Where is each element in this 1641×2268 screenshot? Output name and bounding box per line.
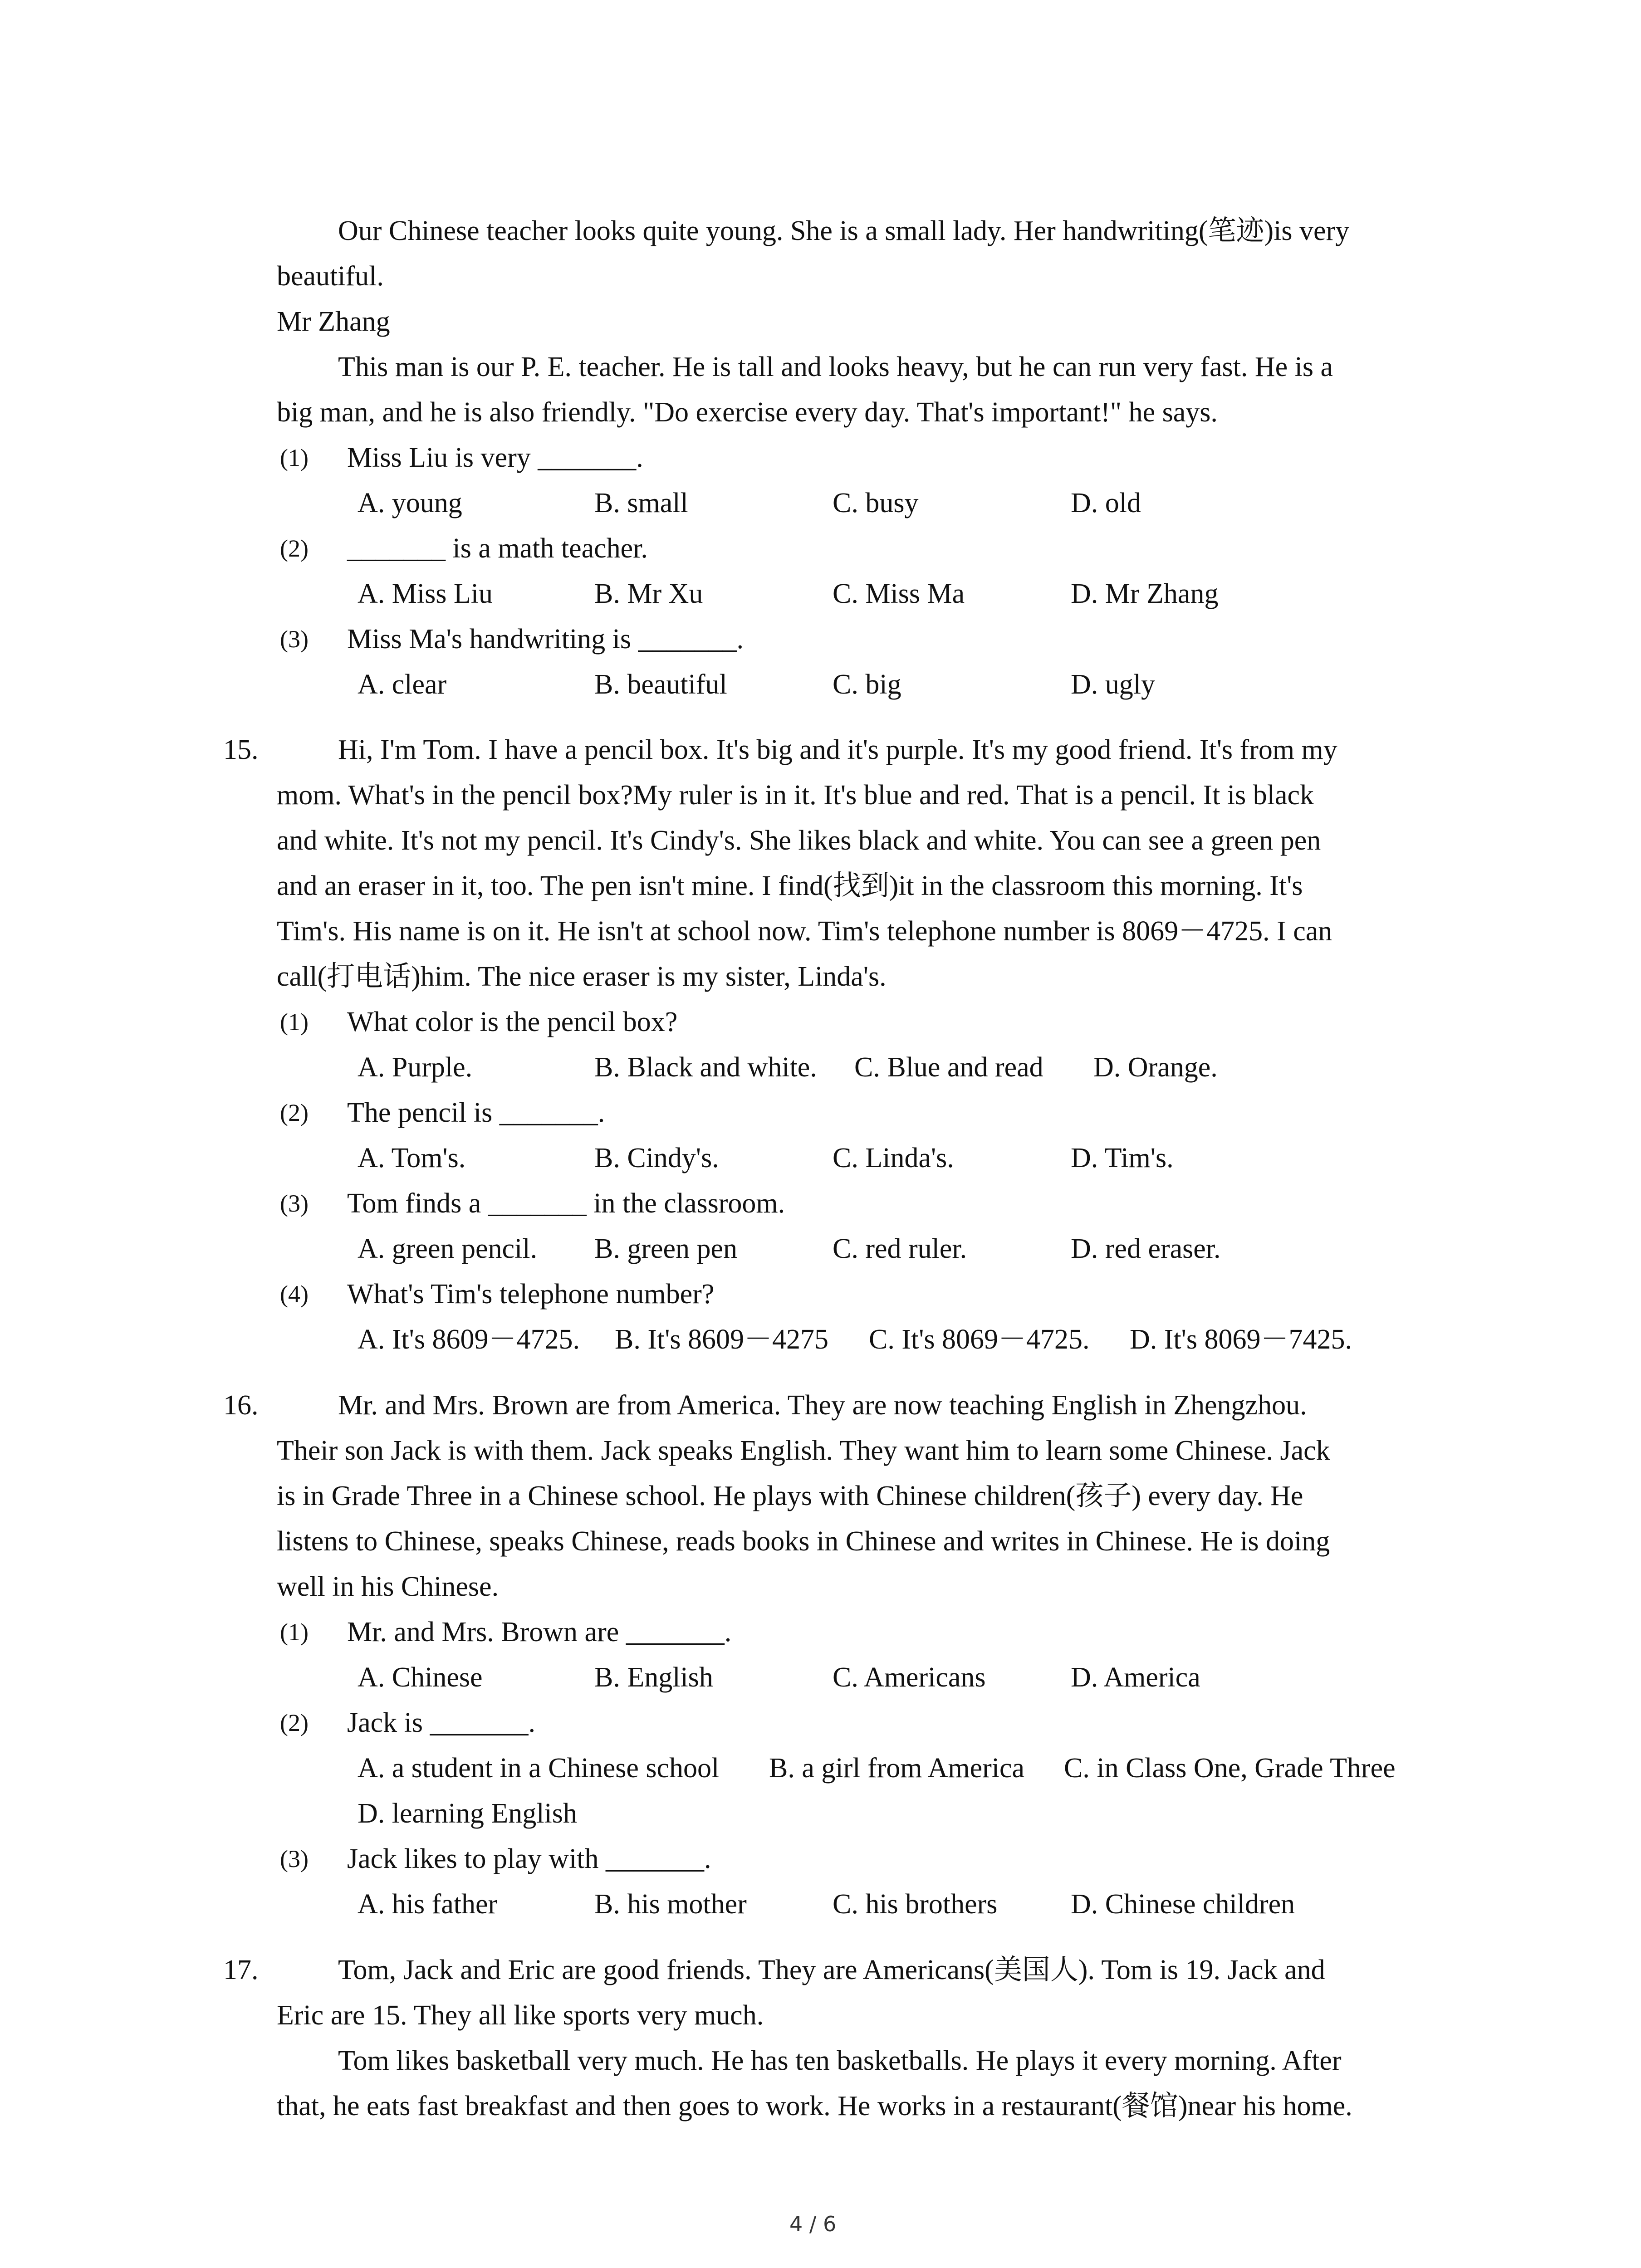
passage-line: that, he eats fast breakfast and then goes to work. He works in a restaurant(餐馆)near his home. [277,2091,1352,2121]
option-b[interactable]: B. green pen [594,1233,738,1264]
passage-line: call(打电话)him. The nice eraser is my sister, Linda's. [277,961,887,992]
option-c[interactable]: C. Blue and read [854,1052,1043,1083]
option-c[interactable]: C. Americans [833,1662,986,1693]
option-c[interactable]: C. Miss Ma [833,578,965,609]
option-a[interactable]: A. Chinese [358,1662,483,1693]
sub-question-number: (2) [280,535,309,562]
option-a[interactable]: A. It's 8609－4725. [358,1324,580,1355]
passage-line: and white. It's not my pencil. It's Cindy's. She likes black and white. You can see a green pen [277,825,1321,856]
question-stem: Mr. and Mrs. Brown are _______. [347,1617,732,1647]
option-b[interactable]: B. It's 8609－4275 [615,1324,829,1355]
option-a[interactable]: A. Tom's. [358,1143,466,1173]
question-number: 17. [223,1955,259,1985]
option-b[interactable]: B. his mother [594,1889,747,1920]
option-c[interactable]: C. busy [833,488,919,518]
option-c[interactable]: C. in Class One, Grade Three [1064,1753,1396,1784]
sub-question-number: (3) [280,626,309,653]
passage-line: Our Chinese teacher looks quite young. She is a small lady. Her handwriting(笔迹)is very [338,215,1350,246]
passage-line: Hi, I'm Tom. I have a pencil box. It's big and it's purple. It's my good friend. It's from my [338,734,1337,765]
option-c[interactable]: C. It's 8069－4725. [869,1324,1090,1355]
option-b[interactable]: B. small [594,488,688,518]
option-c[interactable]: C. big [833,669,901,700]
option-b[interactable]: B. Black and white. [594,1052,817,1083]
question-stem: Jack is _______. [347,1707,536,1738]
option-c[interactable]: C. red ruler. [833,1233,967,1264]
passage-line: Tim's. His name is on it. He isn't at school now. Tim's telephone number is 8069－4725. I can [277,916,1332,947]
passage-line: big man, and he is also friendly. "Do exercise every day. That's important!" he says. [277,397,1218,428]
option-a[interactable]: A. a student in a Chinese school [358,1753,720,1784]
sub-question-number: (4) [280,1281,309,1308]
passage-line: is in Grade Three in a Chinese school. He plays with Chinese children(孩子) every day. He [277,1481,1303,1511]
option-a[interactable]: A. clear [358,669,447,700]
option-a[interactable]: A. young [358,488,462,518]
passage-line: Eric are 15. They all like sports very much. [277,2000,764,2031]
passage-line: listens to Chinese, speaks Chinese, reads books in Chinese and writes in Chinese. He is doing [277,1526,1330,1557]
option-c[interactable]: C. his brothers [833,1889,998,1920]
passage-line: This man is our P. E. teacher. He is tall and looks heavy, but he can run very fast. He is a [338,352,1333,382]
option-a[interactable]: A. Miss Liu [358,578,493,609]
option-b[interactable]: B. a girl from America [769,1753,1024,1784]
passage-line: beautiful. [277,261,384,292]
option-d[interactable]: D. America [1071,1662,1200,1693]
question-stem: Tom finds a _______ in the classroom. [347,1188,785,1219]
passage-line: Their son Jack is with them. Jack speaks English. They want him to learn some Chinese. Jack [277,1435,1330,1466]
page-number: 4 / 6 [789,2212,837,2236]
passage-line: Tom, Jack and Eric are good friends. They are Americans(美国人). Tom is 19. Jack and [338,1955,1325,1985]
passage-line: well in his Chinese. [277,1571,499,1602]
question-stem: What color is the pencil box? [347,1007,678,1037]
passage-heading: Mr Zhang [277,306,390,337]
sub-question-number: (2) [280,1099,309,1126]
sub-question-number: (1) [280,1008,309,1036]
option-d[interactable]: D. old [1071,488,1141,518]
option-d[interactable]: D. Mr Zhang [1071,578,1219,609]
sub-question-number: (3) [280,1845,309,1872]
question-stem: Jack likes to play with _______. [347,1843,711,1874]
option-b[interactable]: B. beautiful [594,669,727,700]
option-b[interactable]: B. English [594,1662,713,1693]
option-a[interactable]: A. his father [358,1889,498,1920]
passage-line: Mr. and Mrs. Brown are from America. They are now teaching English in Zhengzhou. [338,1390,1307,1421]
passage-line: mom. What's in the pencil box?My ruler is in it. It's blue and red. That is a pencil. It is black [277,780,1314,811]
sub-question-number: (1) [280,444,309,471]
option-a[interactable]: A. Purple. [358,1052,473,1083]
question-stem: The pencil is _______. [347,1097,605,1128]
option-b[interactable]: B. Cindy's. [594,1143,719,1173]
option-b[interactable]: B. Mr Xu [594,578,703,609]
question-stem: Miss Liu is very _______. [347,442,643,473]
sub-question-number: (3) [280,1190,309,1217]
question-number: 16. [223,1390,259,1421]
option-d[interactable]: D. learning English [358,1798,577,1829]
sub-question-number: (1) [280,1618,309,1646]
option-d[interactable]: D. Orange. [1093,1052,1218,1083]
option-d[interactable]: D. red eraser. [1071,1233,1221,1264]
question-number: 15. [223,734,259,765]
question-stem: What's Tim's telephone number? [347,1279,715,1310]
option-c[interactable]: C. Linda's. [833,1143,954,1173]
passage-line: and an eraser in it, too. The pen isn't mine. I find(找到)it in the classroom this morning. It's [277,870,1303,901]
option-d[interactable]: D. It's 8069－7425. [1130,1324,1352,1355]
sub-question-number: (2) [280,1709,309,1736]
question-stem: _______ is a math teacher. [347,533,648,564]
option-d[interactable]: D. Chinese children [1071,1889,1295,1920]
option-d[interactable]: D. ugly [1071,669,1155,700]
passage-line: Tom likes basketball very much. He has ten basketballs. He plays it every morning. After [338,2045,1342,2076]
question-stem: Miss Ma's handwriting is _______. [347,624,744,655]
option-a[interactable]: A. green pencil. [358,1233,537,1264]
option-d[interactable]: D. Tim's. [1071,1143,1174,1173]
